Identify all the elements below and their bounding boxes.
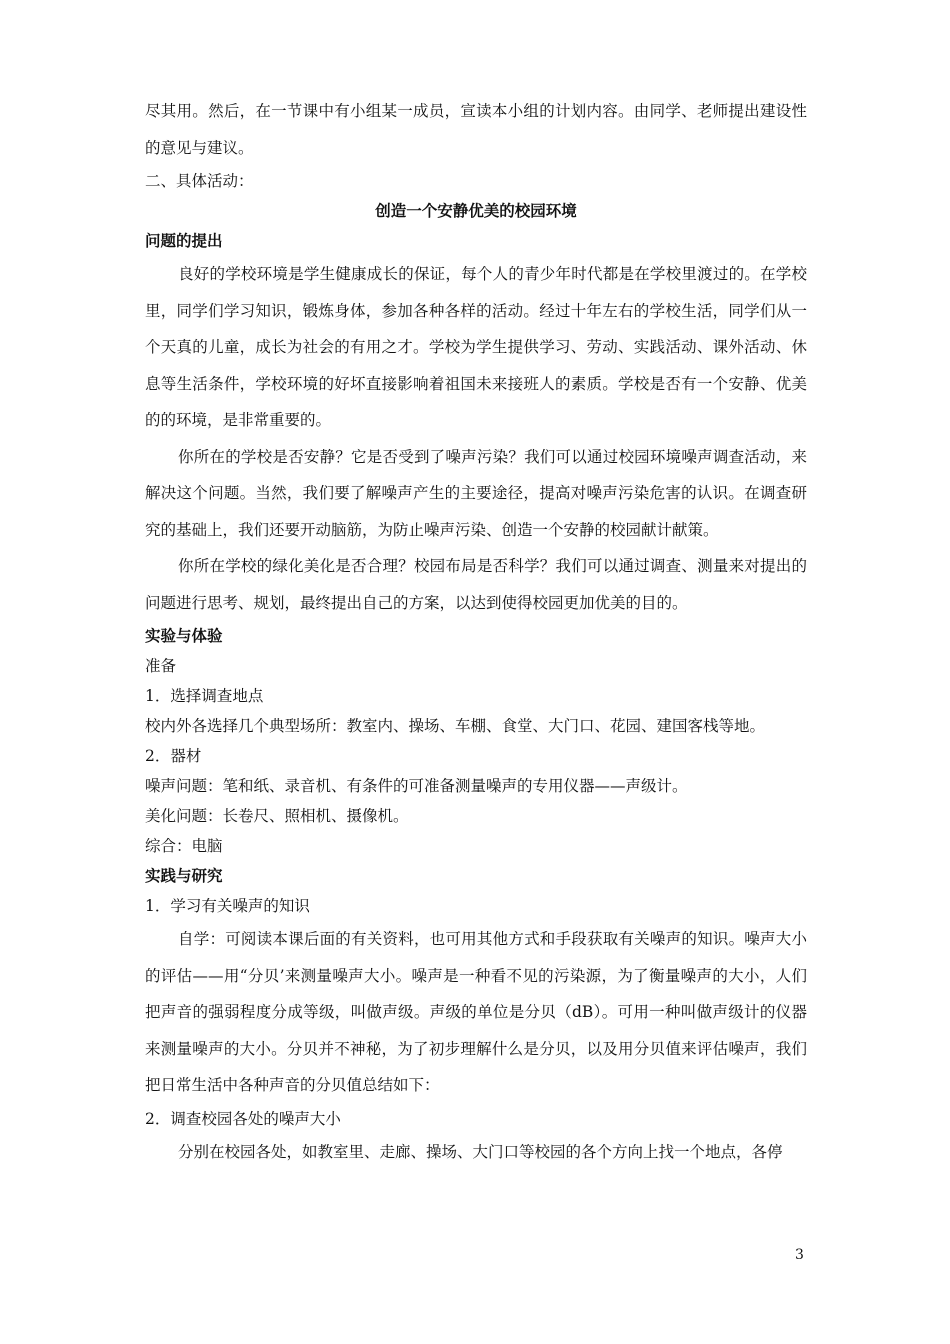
paragraph-greening-question: 你所在学校的绿化美化是否合理？校园布局是否科学？我们可以通过调查、测量来对提出的问题进行思考、规划，最终提出自己的方案，以达到使得校园更加优美的目的。: [145, 557, 807, 612]
document-body: [145, 93, 807, 1170]
list-item-learn: 1．学习有关噪声的知识: [145, 897, 310, 915]
heading-practice: 实践与研究: [145, 866, 223, 885]
paragraph-noise-equipment: 噪声问题：笔和纸、录音机、有条件的可准备测量噪声的专用仪器——声级计。: [145, 777, 688, 795]
paragraph-beautify-equipment: 美化问题：长卷尺、照相机、摄像机。: [145, 807, 409, 825]
paragraph-survey-method: 分别在校园各处，如教室里、走廊、操场、大门口等校园的各个方向上找一个地点，各停: [178, 1142, 783, 1161]
list-item-1: 1．选择调查地点: [145, 687, 264, 705]
heading-experiment: 实验与体验: [145, 626, 223, 645]
paragraph-general-equipment: 综合：电脑: [145, 837, 223, 855]
paragraph-noise-question: 你所在的学校是否安静？它是否受到了噪声污染？我们可以通过校园环境噪声调查活动，来解决这个问题。当然，我们要了解噪声产生的主要途径，提高对噪声污染危害的认识。在调查研究的基础上，我们还要开动脑筋，为防止噪声污染、创造一个安静的校园献计献策。: [145, 447, 807, 539]
paragraph-locations: 校内外各选择几个典型场所：教室内、操场、车棚、食堂、大门口、花园、建国客栈等地。: [145, 717, 766, 735]
list-item-2: 2．器材: [145, 747, 202, 765]
activity-title: 创造一个安静优美的校园环境: [375, 201, 577, 220]
section-label: 二、具体活动：: [145, 172, 254, 190]
paragraph-continuation: 尽其用。然后，在一节课中有小组某一成员，宣读本小组的计划内容。由同学、老师提出建设性的意见与建议。: [145, 102, 807, 157]
heading-problem: 问题的提出: [145, 231, 223, 250]
paragraph-school-environment: 良好的学校环境是学生健康成长的保证，每个人的青少年时代都是在学校里渡过的。在学校里，同学们学习知识，锻炼身体，参加各种各样的活动。经过十年左右的学校生活，同学们从一个天真的儿童，成长为社会的有用之才。学校为学生提供学习、劳动、实践活动、课外活动、休息等生活条件，学校环境的好坏直接影响着祖国未来接班人的素质。学校是否有一个安静、优美的的环境，是非常重要的。: [145, 265, 807, 429]
paragraph-self-study: 自学：可阅读本课后面的有关资料，也可用其他方式和手段获取有关噪声的知识。噪声大小的评估——用“分贝’来测量噪声大小。噪声是一种看不见的污染源，为了衡量噪声的大小，人们把声音的强弱程度分成等级，叫做声级。声级的单位是分贝（dB）。可用一种叫做声级计的仪器来测量噪声的大小。分贝并不神秘，为了初步理解什么是分贝，以及用分贝值来评估噪声，我们把日常生活中各种声音的分贝值总结如下：: [145, 930, 807, 1094]
page-number: 3: [795, 1247, 804, 1263]
list-item-survey: 2．调查校园各处的噪声大小: [145, 1109, 341, 1128]
label-preparation: 准备: [145, 657, 177, 675]
